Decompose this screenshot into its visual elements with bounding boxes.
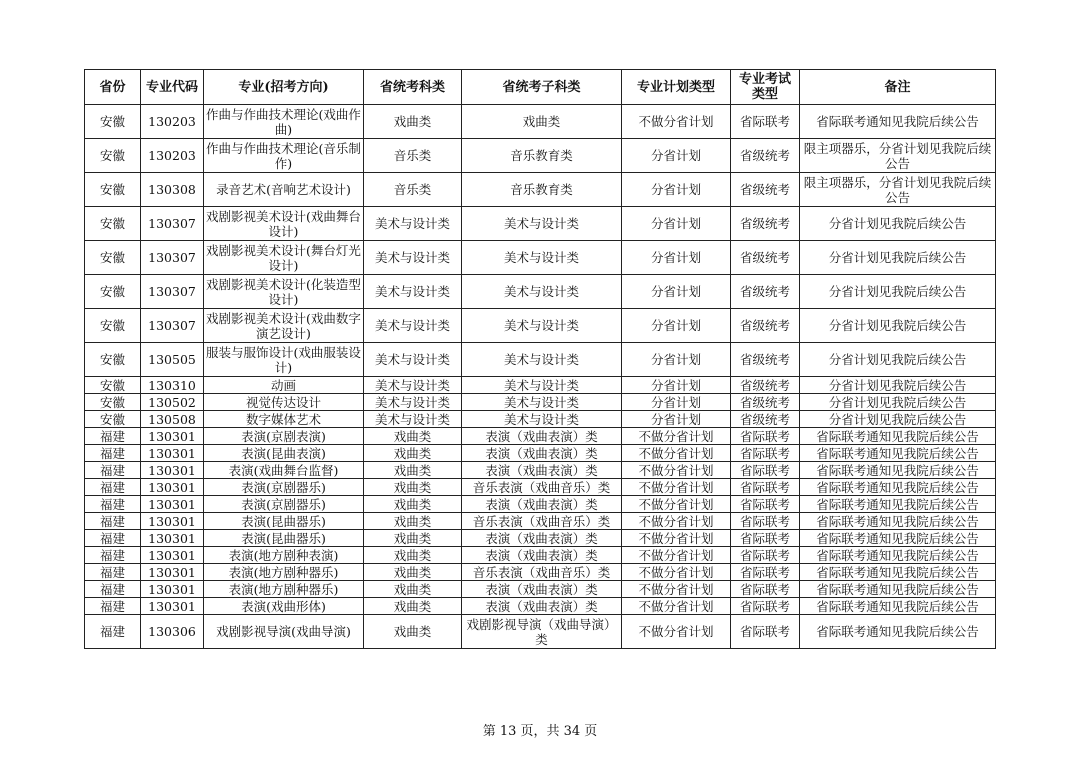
table-row — [85, 615, 996, 649]
cell-exam-type: 省级统考 — [731, 241, 800, 275]
table-row — [85, 496, 996, 513]
cell-remarks: 省际联考通知见我院后续公告 — [800, 513, 996, 530]
cell-exam-subcategory: 美术与设计类 — [462, 394, 622, 411]
cell-exam-subcategory: 美术与设计类 — [462, 377, 622, 394]
cell-major-direction: 表演(地方剧种表演) — [204, 547, 364, 564]
cell-major-direction: 戏剧影视美术设计(舞台灯光设计) — [204, 241, 364, 275]
cell-plan-type: 不做分省计划 — [622, 547, 731, 564]
table-row — [85, 139, 996, 173]
cell-exam-type: 省级统考 — [731, 377, 800, 394]
cell-exam-category: 美术与设计类 — [364, 394, 462, 411]
cell-exam-type: 省级统考 — [731, 411, 800, 428]
cell-plan-type: 不做分省计划 — [622, 445, 731, 462]
cell-major-direction: 表演(昆曲器乐) — [204, 530, 364, 547]
cell-major-direction: 表演(地方剧种器乐) — [204, 581, 364, 598]
cell-remarks: 限主项器乐，分省计划见我院后续公告 — [800, 173, 996, 207]
cell-major-code: 130301 — [141, 462, 204, 479]
header-plan-type: 专业计划类型 — [622, 70, 731, 105]
cell-remarks: 省际联考通知见我院后续公告 — [800, 564, 996, 581]
cell-major-direction: 戏剧影视美术设计(化装造型设计) — [204, 275, 364, 309]
cell-plan-type: 分省计划 — [622, 173, 731, 207]
cell-exam-category: 戏曲类 — [364, 547, 462, 564]
cell-major-direction: 作曲与作曲技术理论(音乐制作) — [204, 139, 364, 173]
cell-province: 安徽 — [85, 411, 141, 428]
cell-major-code: 130301 — [141, 445, 204, 462]
cell-exam-type: 省级统考 — [731, 275, 800, 309]
cell-remarks: 分省计划见我院后续公告 — [800, 275, 996, 309]
cell-exam-category: 戏曲类 — [364, 462, 462, 479]
cell-exam-subcategory: 表演（戏曲表演）类 — [462, 547, 622, 564]
cell-province: 福建 — [85, 530, 141, 547]
cell-exam-category: 美术与设计类 — [364, 275, 462, 309]
cell-plan-type: 不做分省计划 — [622, 513, 731, 530]
cell-major-code: 130308 — [141, 173, 204, 207]
cell-exam-type: 省际联考 — [731, 530, 800, 547]
cell-major-code: 130307 — [141, 309, 204, 343]
cell-province: 安徽 — [85, 207, 141, 241]
cell-province: 福建 — [85, 615, 141, 649]
cell-exam-type: 省际联考 — [731, 513, 800, 530]
table-row — [85, 343, 996, 377]
table-header-row — [85, 70, 996, 105]
cell-major-direction: 作曲与作曲技术理论(戏曲作曲) — [204, 105, 364, 139]
cell-province: 安徽 — [85, 377, 141, 394]
cell-province: 福建 — [85, 462, 141, 479]
cell-province: 安徽 — [85, 394, 141, 411]
cell-province: 安徽 — [85, 309, 141, 343]
cell-exam-type: 省级统考 — [731, 394, 800, 411]
cell-major-code: 130301 — [141, 428, 204, 445]
cell-major-direction: 表演(京剧器乐) — [204, 479, 364, 496]
cell-remarks: 分省计划见我院后续公告 — [800, 309, 996, 343]
cell-major-code: 130203 — [141, 139, 204, 173]
cell-exam-type: 省际联考 — [731, 428, 800, 445]
cell-exam-category: 美术与设计类 — [364, 309, 462, 343]
cell-major-direction: 表演(地方剧种器乐) — [204, 564, 364, 581]
cell-exam-subcategory: 表演（戏曲表演）类 — [462, 462, 622, 479]
table-row — [85, 581, 996, 598]
cell-exam-subcategory: 音乐教育类 — [462, 139, 622, 173]
table-row — [85, 207, 996, 241]
table-row — [85, 173, 996, 207]
table-row — [85, 513, 996, 530]
cell-exam-category: 戏曲类 — [364, 479, 462, 496]
cell-province: 福建 — [85, 479, 141, 496]
cell-exam-type: 省际联考 — [731, 564, 800, 581]
cell-exam-type: 省际联考 — [731, 615, 800, 649]
cell-exam-subcategory: 戏剧影视导演（戏曲导演）类 — [462, 615, 622, 649]
cell-major-direction: 表演(京剧表演) — [204, 428, 364, 445]
cell-exam-subcategory: 戏曲类 — [462, 105, 622, 139]
cell-exam-subcategory: 美术与设计类 — [462, 343, 622, 377]
cell-plan-type: 分省计划 — [622, 394, 731, 411]
cell-exam-category: 戏曲类 — [364, 615, 462, 649]
cell-exam-category: 美术与设计类 — [364, 343, 462, 377]
table-row — [85, 547, 996, 564]
cell-plan-type: 分省计划 — [622, 275, 731, 309]
cell-major-code: 130307 — [141, 275, 204, 309]
cell-remarks: 省际联考通知见我院后续公告 — [800, 547, 996, 564]
cell-remarks: 省际联考通知见我院后续公告 — [800, 428, 996, 445]
cell-province: 福建 — [85, 428, 141, 445]
cell-exam-subcategory: 表演（戏曲表演）类 — [462, 581, 622, 598]
cell-plan-type: 不做分省计划 — [622, 462, 731, 479]
cell-exam-category: 美术与设计类 — [364, 377, 462, 394]
cell-plan-type: 分省计划 — [622, 343, 731, 377]
header-remarks: 备注 — [800, 70, 996, 105]
cell-plan-type: 分省计划 — [622, 377, 731, 394]
table-row — [85, 309, 996, 343]
cell-exam-subcategory: 音乐表演（戏曲音乐）类 — [462, 479, 622, 496]
cell-province: 安徽 — [85, 105, 141, 139]
cell-exam-category: 戏曲类 — [364, 105, 462, 139]
cell-major-code: 130508 — [141, 411, 204, 428]
cell-exam-type: 省际联考 — [731, 598, 800, 615]
cell-exam-category: 戏曲类 — [364, 496, 462, 513]
cell-exam-type: 省际联考 — [731, 462, 800, 479]
cell-exam-subcategory: 美术与设计类 — [462, 241, 622, 275]
cell-exam-subcategory: 美术与设计类 — [462, 309, 622, 343]
cell-remarks: 分省计划见我院后续公告 — [800, 241, 996, 275]
cell-remarks: 省际联考通知见我院后续公告 — [800, 615, 996, 649]
cell-plan-type: 分省计划 — [622, 207, 731, 241]
table-row — [85, 377, 996, 394]
cell-exam-subcategory: 表演（戏曲表演）类 — [462, 496, 622, 513]
cell-plan-type: 分省计划 — [622, 139, 731, 173]
cell-major-direction: 动画 — [204, 377, 364, 394]
cell-remarks: 省际联考通知见我院后续公告 — [800, 496, 996, 513]
cell-exam-category: 美术与设计类 — [364, 411, 462, 428]
cell-remarks: 分省计划见我院后续公告 — [800, 343, 996, 377]
cell-exam-category: 戏曲类 — [364, 598, 462, 615]
cell-major-code: 130301 — [141, 564, 204, 581]
cell-plan-type: 不做分省计划 — [622, 564, 731, 581]
cell-remarks: 分省计划见我院后续公告 — [800, 377, 996, 394]
cell-major-direction: 表演(戏曲形体) — [204, 598, 364, 615]
cell-major-direction: 戏剧影视导演(戏曲导演) — [204, 615, 364, 649]
cell-exam-category: 戏曲类 — [364, 581, 462, 598]
cell-province: 福建 — [85, 547, 141, 564]
cell-exam-category: 戏曲类 — [364, 428, 462, 445]
header-major-direction: 专业(招考方向) — [204, 70, 364, 105]
cell-remarks: 省际联考通知见我院后续公告 — [800, 581, 996, 598]
cell-exam-subcategory: 表演（戏曲表演）类 — [462, 530, 622, 547]
cell-province: 安徽 — [85, 173, 141, 207]
cell-major-code: 130301 — [141, 598, 204, 615]
cell-remarks: 省际联考通知见我院后续公告 — [800, 445, 996, 462]
cell-exam-type: 省级统考 — [731, 173, 800, 207]
cell-remarks: 限主项器乐，分省计划见我院后续公告 — [800, 139, 996, 173]
cell-plan-type: 不做分省计划 — [622, 598, 731, 615]
cell-major-code: 130301 — [141, 547, 204, 564]
cell-exam-type: 省际联考 — [731, 581, 800, 598]
cell-remarks: 省际联考通知见我院后续公告 — [800, 598, 996, 615]
table-row — [85, 598, 996, 615]
cell-major-direction: 视觉传达设计 — [204, 394, 364, 411]
cell-remarks: 省际联考通知见我院后续公告 — [800, 479, 996, 496]
cell-exam-subcategory: 美术与设计类 — [462, 207, 622, 241]
cell-major-code: 130310 — [141, 377, 204, 394]
cell-exam-subcategory: 美术与设计类 — [462, 411, 622, 428]
cell-exam-subcategory: 音乐表演（戏曲音乐）类 — [462, 513, 622, 530]
table-row — [85, 479, 996, 496]
header-major-code: 专业代码 — [141, 70, 204, 105]
cell-exam-type: 省际联考 — [731, 105, 800, 139]
cell-exam-category: 音乐类 — [364, 139, 462, 173]
cell-province: 福建 — [85, 445, 141, 462]
cell-major-code: 130301 — [141, 581, 204, 598]
cell-major-direction: 录音艺术(音响艺术设计) — [204, 173, 364, 207]
table-row — [85, 394, 996, 411]
cell-major-direction: 表演(京剧器乐) — [204, 496, 364, 513]
page-number-footer: 第 13 页，共 34 页 — [482, 724, 598, 739]
cell-plan-type: 不做分省计划 — [622, 105, 731, 139]
table-row — [85, 411, 996, 428]
cell-province: 福建 — [85, 598, 141, 615]
cell-major-direction: 戏剧影视美术设计(戏曲数字演艺设计) — [204, 309, 364, 343]
cell-exam-subcategory: 表演（戏曲表演）类 — [462, 445, 622, 462]
cell-plan-type: 不做分省计划 — [622, 581, 731, 598]
enrollment-plan-table — [84, 69, 996, 649]
cell-remarks: 省际联考通知见我院后续公告 — [800, 462, 996, 479]
header-exam-type: 专业考试类型 — [731, 70, 800, 105]
cell-exam-type: 省级统考 — [731, 343, 800, 377]
header-province: 省份 — [85, 70, 141, 105]
cell-major-code: 130502 — [141, 394, 204, 411]
table-row — [85, 105, 996, 139]
table-row — [85, 462, 996, 479]
cell-major-code: 130307 — [141, 241, 204, 275]
cell-exam-category: 戏曲类 — [364, 530, 462, 547]
cell-major-direction: 数字媒体艺术 — [204, 411, 364, 428]
cell-province: 福建 — [85, 513, 141, 530]
cell-province: 安徽 — [85, 343, 141, 377]
table-row — [85, 241, 996, 275]
cell-remarks: 分省计划见我院后续公告 — [800, 394, 996, 411]
cell-exam-subcategory: 音乐教育类 — [462, 173, 622, 207]
cell-exam-type: 省级统考 — [731, 139, 800, 173]
cell-exam-category: 美术与设计类 — [364, 241, 462, 275]
cell-exam-type: 省级统考 — [731, 309, 800, 343]
cell-exam-subcategory: 音乐表演（戏曲音乐）类 — [462, 564, 622, 581]
cell-major-direction: 表演(戏曲舞台监督) — [204, 462, 364, 479]
cell-plan-type: 分省计划 — [622, 241, 731, 275]
cell-province: 福建 — [85, 581, 141, 598]
cell-exam-subcategory: 美术与设计类 — [462, 275, 622, 309]
table-row — [85, 564, 996, 581]
cell-remarks: 分省计划见我院后续公告 — [800, 411, 996, 428]
table-row — [85, 275, 996, 309]
cell-major-code: 130203 — [141, 105, 204, 139]
cell-exam-type: 省际联考 — [731, 547, 800, 564]
cell-major-code: 130306 — [141, 615, 204, 649]
cell-major-code: 130301 — [141, 530, 204, 547]
cell-province: 安徽 — [85, 139, 141, 173]
header-exam-subcategory: 省统考子科类 — [462, 70, 622, 105]
cell-exam-category: 戏曲类 — [364, 564, 462, 581]
cell-exam-category: 音乐类 — [364, 173, 462, 207]
cell-plan-type: 不做分省计划 — [622, 479, 731, 496]
cell-exam-category: 戏曲类 — [364, 513, 462, 530]
cell-plan-type: 不做分省计划 — [622, 530, 731, 547]
cell-major-direction: 表演(昆曲表演) — [204, 445, 364, 462]
cell-major-direction: 表演(昆曲器乐) — [204, 513, 364, 530]
table-body — [85, 105, 996, 649]
cell-exam-category: 美术与设计类 — [364, 207, 462, 241]
cell-exam-category: 戏曲类 — [364, 445, 462, 462]
header-exam-category: 省统考科类 — [364, 70, 462, 105]
cell-major-code: 130301 — [141, 496, 204, 513]
cell-plan-type: 不做分省计划 — [622, 615, 731, 649]
cell-plan-type: 不做分省计划 — [622, 496, 731, 513]
cell-exam-subcategory: 表演（戏曲表演）类 — [462, 428, 622, 445]
cell-exam-type: 省级统考 — [731, 207, 800, 241]
table-row — [85, 428, 996, 445]
cell-major-code: 130301 — [141, 479, 204, 496]
cell-province: 福建 — [85, 564, 141, 581]
cell-exam-type: 省际联考 — [731, 496, 800, 513]
cell-plan-type: 不做分省计划 — [622, 428, 731, 445]
cell-plan-type: 分省计划 — [622, 411, 731, 428]
cell-plan-type: 分省计划 — [622, 309, 731, 343]
cell-remarks: 省际联考通知见我院后续公告 — [800, 105, 996, 139]
cell-exam-subcategory: 表演（戏曲表演）类 — [462, 598, 622, 615]
cell-province: 安徽 — [85, 275, 141, 309]
cell-major-code: 130307 — [141, 207, 204, 241]
cell-major-code: 130301 — [141, 513, 204, 530]
cell-major-direction: 服装与服饰设计(戏曲服装设计) — [204, 343, 364, 377]
cell-remarks: 省际联考通知见我院后续公告 — [800, 530, 996, 547]
cell-exam-type: 省际联考 — [731, 479, 800, 496]
table-row — [85, 445, 996, 462]
cell-exam-type: 省际联考 — [731, 445, 800, 462]
cell-major-direction: 戏剧影视美术设计(戏曲舞台设计) — [204, 207, 364, 241]
cell-major-code: 130505 — [141, 343, 204, 377]
cell-province: 安徽 — [85, 241, 141, 275]
cell-province: 福建 — [85, 496, 141, 513]
table-row — [85, 530, 996, 547]
cell-remarks: 分省计划见我院后续公告 — [800, 207, 996, 241]
